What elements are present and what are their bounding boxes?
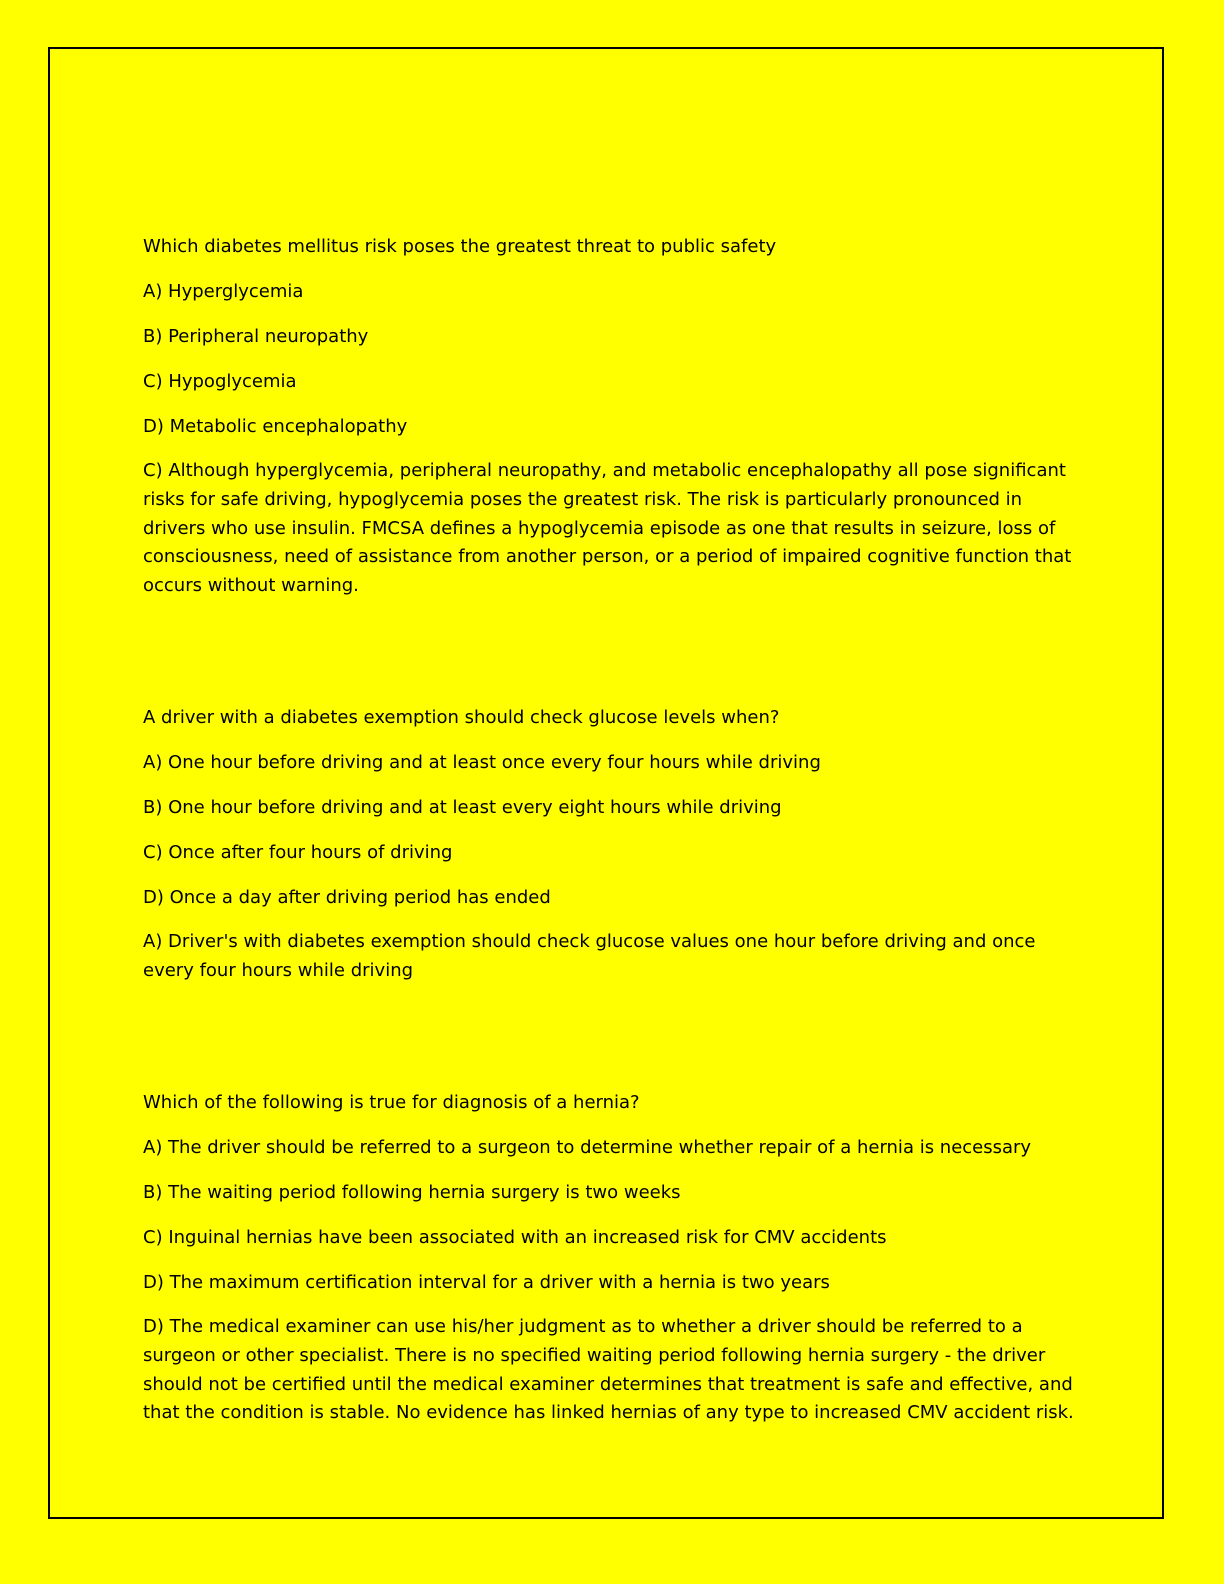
option-a: A) One hour before driving and at least once every four hours while driving <box>143 752 821 773</box>
answer-explanation: A) Driver's with diabetes exemption should check glucose values one hour before driving and once every four hours while driving <box>143 931 1036 981</box>
question-block-1 <box>143 232 1083 601</box>
option-c: C) Hypoglycemia <box>143 371 297 392</box>
option-b: B) One hour before driving and at least every eight hours while driving <box>143 797 782 818</box>
option-d: D) Once a day after driving period has ended <box>143 887 551 908</box>
option-a: A) Hyperglycemia <box>143 281 304 302</box>
option-d: D) The maximum certification interval for a driver with a hernia is two years <box>143 1272 830 1293</box>
option-a: A) The driver should be referred to a surgeon to determine whether repair of a hernia is necessary <box>143 1137 1032 1158</box>
question-block-2 <box>143 703 1083 986</box>
option-b: B) Peripheral neuropathy <box>143 326 369 347</box>
answer-explanation: D) The medical examiner can use his/her judgment as to whether a driver should be referred to a surgeon or other specialist. There is no specified waiting period following hernia surgery - the driver should not be certified until the medical examiner determines that treatment is safe and effective, and that the condition is stable. No evidence has linked hernias of any type to increased CMV accident risk. <box>143 1316 1074 1424</box>
option-d: D) Metabolic encephalopathy <box>143 416 408 437</box>
option-b: B) The waiting period following hernia surgery is two weeks <box>143 1182 681 1203</box>
question-text: A driver with a diabetes exemption should check glucose levels when? <box>143 707 780 728</box>
question-text: Which diabetes mellitus risk poses the greatest threat to public safety <box>143 236 777 257</box>
option-c: C) Inguinal hernias have been associated with an increased risk for CMV accidents <box>143 1227 887 1248</box>
answer-explanation: C) Although hyperglycemia, peripheral neuropathy, and metabolic encephalopathy all pose significant risks for safe driving, hypoglycemia poses the greatest risk. The risk is particularly pronounced in drivers who use insulin. FMCSA defines a hypoglycemia episode as one that results in seizure, loss of consciousness, need of assistance from another person, or a period of impaired cognitive function that occurs without warning. <box>143 460 1072 596</box>
question-block-3 <box>143 1088 1083 1428</box>
option-c: C) Once after four hours of driving <box>143 842 453 863</box>
question-text: Which of the following is true for diagnosis of a hernia? <box>143 1092 640 1113</box>
